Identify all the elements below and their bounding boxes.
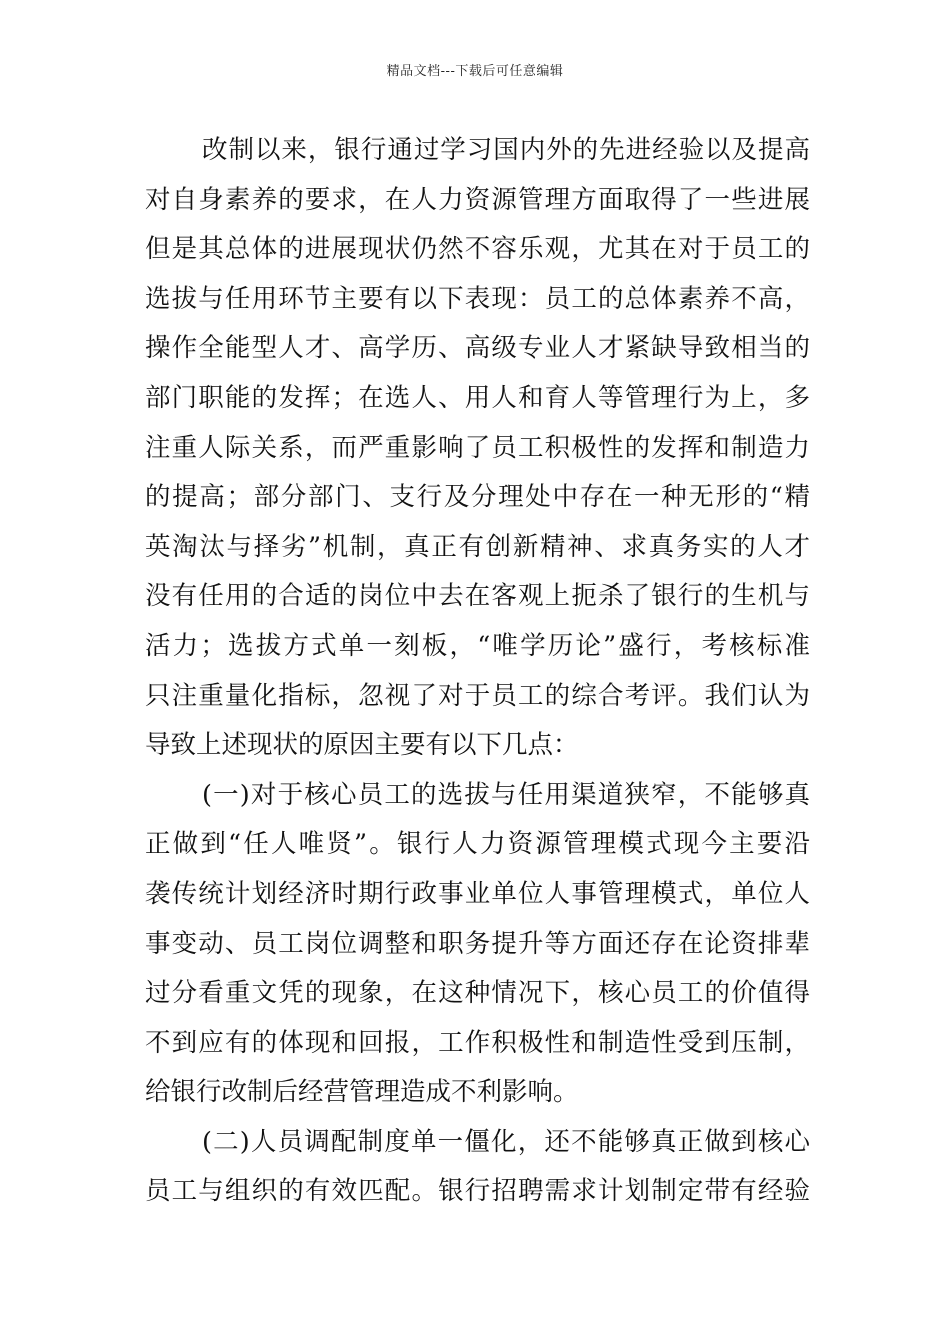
paragraph-line: 只注重量化指标，忽视了对于员工的综合考评。我们认为 (145, 680, 810, 711)
paragraph-line: 改制以来，银行通过学习国内外的先进经验以及提高 (202, 135, 810, 165)
page-header: 精品文档---下载后可任意编辑 (386, 64, 564, 79)
paragraph-3 (145, 1118, 810, 1217)
document-body (145, 126, 810, 1217)
paragraph-line: (二)人员调配制度单一僵化，还不能够真正做到核心 (202, 1126, 810, 1157)
paragraph-line: (一)对于核心员工的选拔与任用渠道狭窄，不能够真 (202, 779, 810, 810)
paragraph-line: 对自身素养的要求，在人力资源管理方面取得了一些进展 (145, 184, 810, 215)
paragraph-line: 过分看重文凭的现象，在这种情况下，核心员工的价值得 (145, 978, 810, 1009)
paragraph-line: 没有任用的合适的岗位中去在客观上扼杀了银行的生机与 (145, 581, 810, 612)
paragraph-line: 的提高；部分部门、支行及分理处中存在一种无形的“精 (145, 482, 810, 513)
paragraph-line: 活力；选拔方式单一刻板，“唯学历论”盛行，考核标准 (145, 630, 810, 661)
paragraph-line: 事变动、员工岗位调整和职务提升等方面还存在论资排辈 (145, 928, 810, 959)
paragraph-line: 给银行改制后经营管理造成不利影响。 (145, 1077, 579, 1108)
paragraph-line: 员工与组织的有效匹配。银行招聘需求计划制定带有经验 (145, 1176, 810, 1207)
paragraph-line: 正做到“任人唯贤”。银行人力资源管理模式现今主要沿 (145, 829, 810, 860)
paragraph-line: 部门职能的发挥；在选人、用人和育人等管理行为上，多 (145, 382, 810, 413)
paragraph-line: 英淘汰与择劣”机制，真正有创新精神、求真务实的人才 (145, 531, 810, 562)
paragraph-line: 不到应有的体现和回报，工作积极性和制造性受到压制， (145, 1027, 810, 1058)
paragraph-line: 操作全能型人才、高学历、高级专业人才紧缺导致相当的 (145, 333, 810, 364)
paragraph-2 (145, 771, 810, 1118)
paragraph-line: 导致上述现状的原因主要有以下几点： (145, 730, 579, 761)
paragraph-line: 注重人际关系，而严重影响了员工积极性的发挥和制造力 (145, 432, 810, 463)
paragraph-1 (145, 126, 810, 771)
paragraph-line: 选拔与任用环节主要有以下表现：员工的总体素养不高， (145, 283, 810, 314)
paragraph-line: 袭传统计划经济时期行政事业单位人事管理模式，单位人 (145, 878, 810, 909)
paragraph-line: 但是其总体的进展现状仍然不容乐观，尤其在对于员工的 (145, 234, 810, 265)
